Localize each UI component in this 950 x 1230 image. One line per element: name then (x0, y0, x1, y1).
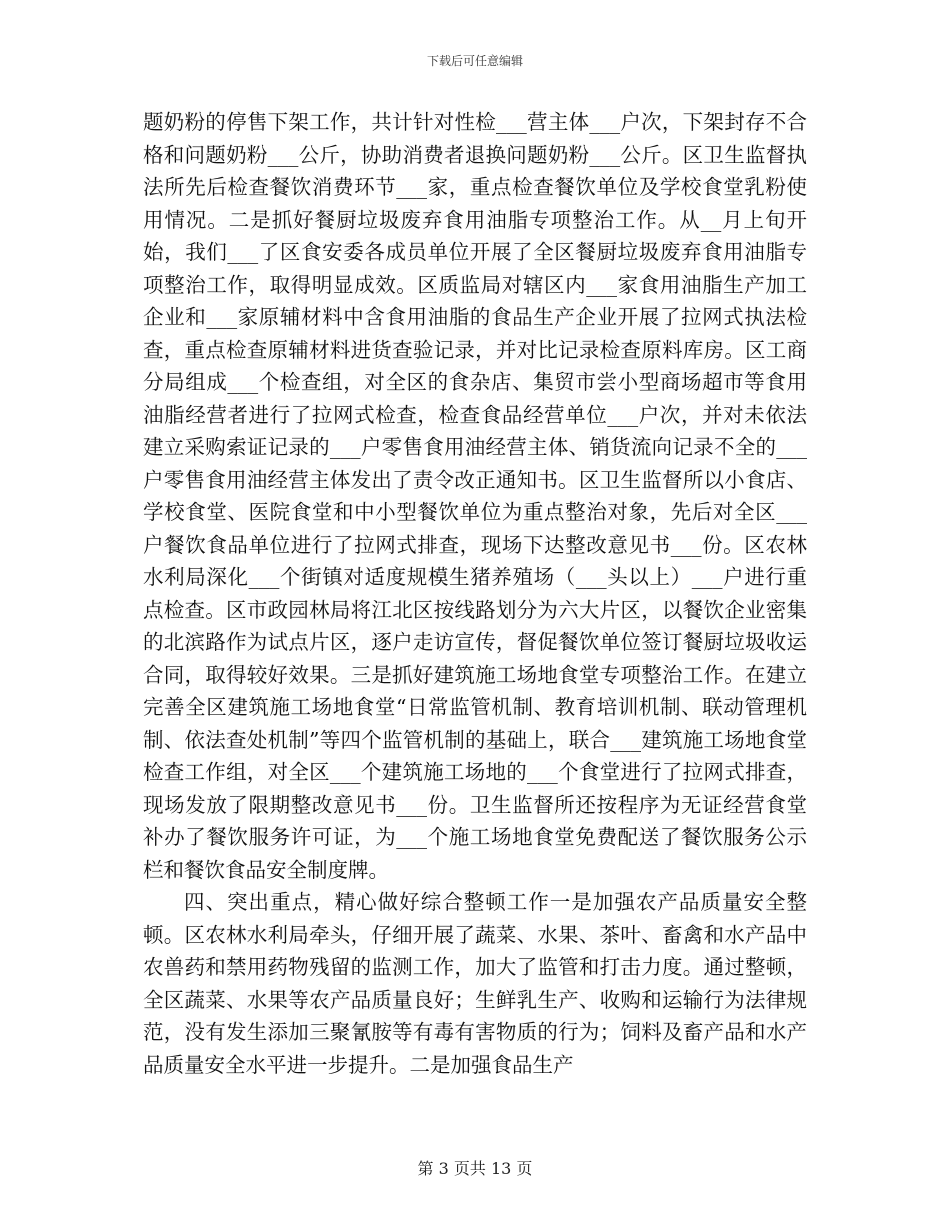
paragraph-2: 四、突出重点，精心做好综合整顿工作一是加强农产品质量安全整顿。区农林水利局牵头，仔细开展了蔬菜、水果、茶叶、畜禽和水产品中农兽药和禁用药物残留的监测工作，加大了监管和打击力度。通过整顿，全区蔬菜、水果等农产品质量良好；生鲜乳生产、收购和运输行为法律规范，没有发生添加三聚氰胺等有毒有害物质的行为；饲料及畜产品和水产品质量安全水平进一步提升。二是加强食品生产 (143, 890, 807, 1077)
page-header: 下载后可任意编辑 (426, 54, 523, 68)
document-body (143, 106, 807, 1081)
paragraph-1: 题奶粉的停售下架工作，共计针对性检___营主体___户次，下架封存不合格和问题奶粉___公斤，协助消费者退换问题奶粉___公斤。区卫生监督执法所先后检查餐饮消费环节___家，重点检查餐饮单位及学校食堂乳粉使用情况。二是抓好餐厨垃圾废弃食用油脂专项整治工作。从__月上旬开始，我们___了区食安委各成员单位开展了全区餐厨垃圾废弃食用油脂专项整治工作，取得明显成效。区质监局对辖区内___家食用油脂生产加工企业和___家原辅材料中含食用油脂的食品生产企业开展了拉网式执法检查，重点检查原辅材料进货查验记录，并对比记录检查原料库房。区工商分局组成___个检查组，对全区的食杂店、集贸市尝小型商场超市等食用油脂经营者进行了拉网式检查，检查食品经营单位___户次，并对未依法建立采购索证记录的___户零售食用油经营主体、销货流向记录不全的___户零售食用油经营主体发出了责令改正通知书。区卫生监督所以小食店、学校食堂、医院食堂和中小型餐饮单位为重点整治对象，先后对全区___户餐饮食品单位进行了拉网式排查，现场下达整改意见书___份。区农林水利局深化___个街镇对适度规模生猪养殖场（___头以上）___户进行重点检查。区市政园林局将江北区按线路划分为六大片区，以餐饮企业密集的北滨路作为试点片区，逐户走访宣传，督促餐饮单位签订餐厨垃圾收运合同，取得较好效果。三是抓好建筑施工场地食堂专项整治工作。在建立完善全区建筑施工场地食堂“日常监管机制、教育培训机制、联动管理机制、依法查处机制”等四个监管机制的基础上，联合___建筑施工场地食堂检查工作组，对全区___个建筑施工场地的___个食堂进行了拉网式排查，现场发放了限期整改意见书___份。卫生监督所还按程序为无证经营食堂补办了餐饮服务许可证，为___个施工场地食堂免费配送了餐饮服务公示栏和餐饮食品安全制度牌。 (143, 110, 807, 882)
page-footer: 第 3 页共 13 页 (417, 1159, 533, 1178)
